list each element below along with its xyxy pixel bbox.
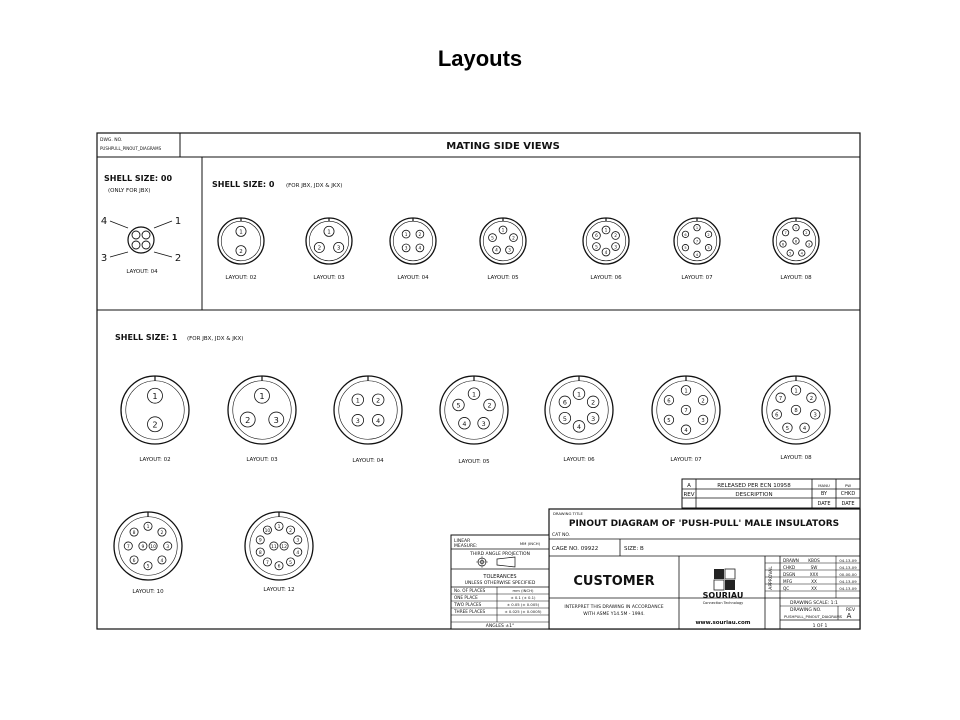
revision-chkd-header: CHKD xyxy=(840,491,856,497)
svg-text:5: 5 xyxy=(785,425,790,432)
cat-no: CAT NO. xyxy=(552,533,571,538)
shell-1-note: (FOR JBX, JDX & JKX) xyxy=(187,336,244,342)
approval-date: 00-00-00 xyxy=(839,572,857,577)
svg-text:1: 1 xyxy=(471,391,477,399)
revision-by-header: BY xyxy=(820,491,828,497)
tolerance-row-value: mm (INCH) xyxy=(512,588,534,593)
shell-1-connector-05 xyxy=(440,376,508,465)
svg-text:8: 8 xyxy=(794,239,798,244)
svg-text:4: 4 xyxy=(418,246,422,252)
svg-text:3: 3 xyxy=(807,242,811,247)
shell-0-connector-03 xyxy=(306,218,352,281)
svg-text:2: 2 xyxy=(152,419,158,430)
svg-text:5: 5 xyxy=(146,564,150,570)
size: SIZE: B xyxy=(624,546,644,552)
svg-text:10: 10 xyxy=(264,528,271,534)
svg-text:7: 7 xyxy=(684,408,688,415)
mating-side-views-header: MATING SIDE VIEWS xyxy=(446,141,560,152)
shell-00-pin-4: 4 xyxy=(100,216,108,227)
drawing-no-label: DWG. NO. xyxy=(100,138,123,143)
projection-label: THIRD ANGLE PROJECTION xyxy=(470,552,530,557)
svg-text:2: 2 xyxy=(245,414,251,425)
svg-text:6: 6 xyxy=(775,412,779,419)
approval-name: XX xyxy=(811,586,817,591)
drawing-title: PINOUT DIAGRAM OF 'PUSH-PULL' MALE INSULATORS xyxy=(568,519,840,529)
approval-name: SW xyxy=(810,565,818,570)
svg-text:5: 5 xyxy=(491,236,494,242)
svg-text:6: 6 xyxy=(595,234,598,240)
shell-00-note: (ONLY FOR JBX) xyxy=(108,188,151,194)
tolerance-row-name: No. OF PLACES xyxy=(454,588,486,593)
svg-text:3: 3 xyxy=(707,246,710,251)
svg-text:10: 10 xyxy=(150,544,156,550)
interpret-line-2: WITH ASME Y14.5M - 1994. xyxy=(583,612,645,617)
svg-text:4: 4 xyxy=(695,252,699,257)
svg-text:4: 4 xyxy=(495,248,498,254)
revision-date-header: DATE xyxy=(817,501,831,507)
shell-0-connector-06 xyxy=(583,218,629,281)
svg-text:3: 3 xyxy=(355,417,360,425)
svg-text:7: 7 xyxy=(126,544,130,550)
svg-text:2: 2 xyxy=(487,402,492,410)
svg-text:3: 3 xyxy=(296,538,300,544)
svg-text:3: 3 xyxy=(508,248,511,254)
approval-name: KBOS xyxy=(808,558,820,563)
svg-text:2: 2 xyxy=(809,395,814,402)
svg-text:12: 12 xyxy=(281,544,287,550)
svg-text:5: 5 xyxy=(684,246,687,251)
company-name: SOURIAU xyxy=(702,591,744,600)
svg-text:1: 1 xyxy=(684,388,688,395)
svg-text:2: 2 xyxy=(701,398,705,405)
layout-label: LAYOUT: 02 xyxy=(139,457,171,463)
shell-1-connector-08 xyxy=(762,376,830,461)
approval-date: 04-13-09 xyxy=(839,565,857,570)
svg-text:1: 1 xyxy=(146,525,150,531)
svg-text:5: 5 xyxy=(289,560,293,566)
layout-label: LAYOUT: 06 xyxy=(590,275,622,281)
svg-text:7: 7 xyxy=(778,395,783,402)
tolerance-row-value: ± 0.025 (± 0.0005) xyxy=(504,609,542,614)
revision-date-value: DATE xyxy=(841,501,855,507)
svg-text:2: 2 xyxy=(239,248,243,255)
svg-text:7: 7 xyxy=(784,231,787,236)
svg-text:3: 3 xyxy=(336,245,341,252)
layout-label: LAYOUT: 03 xyxy=(313,275,345,281)
layout-label: LAYOUT: 12 xyxy=(263,587,295,593)
shell-00-pin-1: 1 xyxy=(174,216,182,227)
svg-text:1: 1 xyxy=(501,228,505,234)
tolerance-row-name: ONE PLACE xyxy=(454,595,478,600)
shell-1-connector-07 xyxy=(652,376,720,463)
svg-text:3: 3 xyxy=(813,412,817,419)
svg-text:7: 7 xyxy=(695,239,699,244)
svg-text:4: 4 xyxy=(376,417,381,425)
company-website: www.souriau.com xyxy=(695,620,751,626)
layout-label: LAYOUT: 04 xyxy=(397,275,429,281)
svg-text:1: 1 xyxy=(794,226,798,231)
shell-1-connector-10 xyxy=(114,512,182,595)
shell-0-connector-07 xyxy=(674,218,720,281)
company-tagline: Connection Technology xyxy=(702,601,744,605)
shell-1-connector-02 xyxy=(121,376,189,463)
layout-label: LAYOUT: 07 xyxy=(681,275,713,281)
svg-text:1: 1 xyxy=(259,391,265,402)
shell-00-layout-04-connector xyxy=(110,221,172,257)
revision-chkd-value: PW xyxy=(844,483,852,488)
shell-1-connector-04 xyxy=(334,376,402,464)
svg-text:6: 6 xyxy=(781,242,785,247)
shell-1-connector-03 xyxy=(228,376,296,463)
svg-text:5: 5 xyxy=(562,415,567,423)
svg-text:1: 1 xyxy=(277,525,281,531)
interpret-line-1: INTERPRET THIS DRAWING IN ACCORDANCE xyxy=(564,605,664,610)
customer: CUSTOMER xyxy=(573,574,655,589)
layout-label: LAYOUT: 08 xyxy=(780,275,812,281)
layout-label: LAYOUT: 05 xyxy=(487,275,519,281)
svg-text:2: 2 xyxy=(160,530,164,536)
svg-text:8: 8 xyxy=(794,408,798,415)
svg-text:6: 6 xyxy=(277,564,281,570)
svg-text:1: 1 xyxy=(604,228,608,234)
shell-1-connector-12 xyxy=(245,512,313,593)
svg-text:4: 4 xyxy=(160,558,164,564)
svg-text:4: 4 xyxy=(684,427,688,434)
approval-name: XXX xyxy=(809,572,819,577)
revision-released: RELEASED PER ECN 10958 xyxy=(717,483,791,489)
svg-text:2: 2 xyxy=(317,245,322,252)
approval-role: MFG xyxy=(783,579,793,584)
svg-text:6: 6 xyxy=(562,399,567,407)
svg-text:1: 1 xyxy=(239,229,243,236)
revision-by-value: MANU xyxy=(818,483,830,488)
svg-text:4: 4 xyxy=(462,420,467,428)
svg-text:2: 2 xyxy=(418,232,422,238)
svg-text:4: 4 xyxy=(296,550,300,556)
svg-text:1: 1 xyxy=(404,232,408,238)
svg-text:9: 9 xyxy=(258,538,262,544)
drawing-title-label: DRAWING TITLE xyxy=(553,511,583,516)
layout-label: LAYOUT: 10 xyxy=(132,589,164,595)
approval-date: 04-13-09 xyxy=(839,586,857,591)
revision-letter: A xyxy=(687,483,691,489)
svg-text:2: 2 xyxy=(512,236,515,242)
svg-text:6: 6 xyxy=(132,558,136,564)
svg-text:4: 4 xyxy=(576,423,582,431)
sheet-count: 1 OF 1 xyxy=(812,624,828,629)
drawing-scale: DRAWING SCALE: 1:1 xyxy=(790,601,838,606)
approval-role: QC xyxy=(783,586,790,591)
svg-text:1: 1 xyxy=(576,391,582,399)
svg-text:3: 3 xyxy=(404,246,408,252)
svg-text:1: 1 xyxy=(355,397,360,405)
tolerance-row-value: ± 0.05 (± 0.005) xyxy=(506,602,540,607)
svg-text:6: 6 xyxy=(667,398,671,405)
shell-1-connector-06 xyxy=(545,376,613,463)
revision-rev-header: REV xyxy=(683,492,695,498)
svg-text:3: 3 xyxy=(614,245,617,251)
svg-text:1: 1 xyxy=(695,226,699,231)
layout-label: LAYOUT: 02 xyxy=(225,275,257,281)
svg-text:1: 1 xyxy=(327,229,331,236)
svg-text:3: 3 xyxy=(701,418,705,425)
shell-00-pin-3: 3 xyxy=(100,253,108,264)
approval-role: DSGN xyxy=(783,572,796,577)
svg-text:2: 2 xyxy=(614,234,617,240)
drawing-no-value-tb: PUSHPULL_PINOUT_DIAGRAMS xyxy=(784,614,843,619)
shell-0-connector-08 xyxy=(773,218,819,281)
measure-label: MEASURE: xyxy=(454,544,478,549)
unit-label: MM (INCH) xyxy=(519,541,541,546)
approval-role: DRAWN xyxy=(783,558,799,563)
svg-text:5: 5 xyxy=(667,418,671,425)
svg-text:4: 4 xyxy=(800,251,803,256)
approval-date: 04-13-09 xyxy=(839,579,857,584)
svg-text:2: 2 xyxy=(289,528,293,534)
svg-text:5: 5 xyxy=(595,245,598,251)
svg-text:7: 7 xyxy=(265,560,269,566)
shell-0-note: (FOR JBX, JDX & JKX) xyxy=(286,183,343,189)
linear-label: LINEAR xyxy=(454,539,471,544)
layout-label: LAYOUT: 04 xyxy=(352,458,384,464)
svg-text:3: 3 xyxy=(481,420,486,428)
svg-text:9: 9 xyxy=(141,544,145,550)
unless-label: UNLESS OTHERWISE SPECIFIED xyxy=(464,581,536,586)
shell-1-title: SHELL SIZE: 1 xyxy=(115,333,178,342)
layout-label: LAYOUT: 06 xyxy=(563,457,595,463)
angles-label: ANGLES ±1° xyxy=(485,624,515,629)
drawing-no-label-tb: DRAWING NO. xyxy=(790,608,822,613)
shell-00-pin-2: 2 xyxy=(174,253,182,264)
svg-text:6: 6 xyxy=(684,232,687,237)
approval-label: APPROVAL xyxy=(769,566,774,590)
cage-no: CAGE NO. 09922 xyxy=(552,546,599,552)
svg-text:1: 1 xyxy=(152,391,158,402)
tolerances-label: TOLERANCES xyxy=(483,574,517,580)
rev-value-tb: A xyxy=(846,612,852,620)
shell-00-title: SHELL SIZE: 00 xyxy=(104,174,173,183)
approval-role: CHKD xyxy=(783,565,796,570)
rev-label-tb: REV xyxy=(846,608,856,613)
tolerance-row-name: TWO PLACES xyxy=(454,602,482,607)
shell-0-connector-02 xyxy=(218,218,264,281)
svg-text:4: 4 xyxy=(604,250,608,256)
layout-label: LAYOUT: 07 xyxy=(670,457,702,463)
shell-0-layouts xyxy=(218,218,819,281)
layout-label: LAYOUT: 08 xyxy=(780,455,812,461)
svg-text:3: 3 xyxy=(591,415,596,423)
layout-label: LAYOUT: 03 xyxy=(246,457,278,463)
svg-text:5: 5 xyxy=(789,251,792,256)
shell-0-connector-04 xyxy=(390,218,436,281)
layout-label: LAYOUT: 05 xyxy=(458,459,490,465)
svg-text:2: 2 xyxy=(591,399,596,407)
shell-0-title: SHELL SIZE: 0 xyxy=(212,180,275,189)
svg-text:11: 11 xyxy=(271,544,277,550)
svg-text:3: 3 xyxy=(166,544,170,550)
svg-text:1: 1 xyxy=(794,388,798,395)
slide-title: Layouts xyxy=(437,46,523,71)
svg-text:8: 8 xyxy=(132,530,136,536)
approval-name: XX xyxy=(811,579,817,584)
shell-0-connector-05 xyxy=(480,218,526,281)
svg-text:3: 3 xyxy=(273,414,279,425)
tolerance-row-name: THREE PLACES xyxy=(454,609,486,614)
svg-text:5: 5 xyxy=(456,402,461,410)
svg-text:2: 2 xyxy=(376,397,381,405)
revision-description-header: DESCRIPTION xyxy=(735,492,773,498)
svg-text:8: 8 xyxy=(258,550,262,556)
svg-text:4: 4 xyxy=(802,425,807,432)
tolerance-row-value: ± 0.1 (± 0.1) xyxy=(510,595,536,600)
shell-00-layout-label: LAYOUT: 04 xyxy=(126,269,158,275)
approval-date: 04-13-09 xyxy=(839,558,857,563)
svg-text:2: 2 xyxy=(805,231,808,236)
svg-text:2: 2 xyxy=(707,232,710,237)
drawing-no-value: PUSHPULL_PINOUT_DIAGRAMS xyxy=(100,146,162,151)
